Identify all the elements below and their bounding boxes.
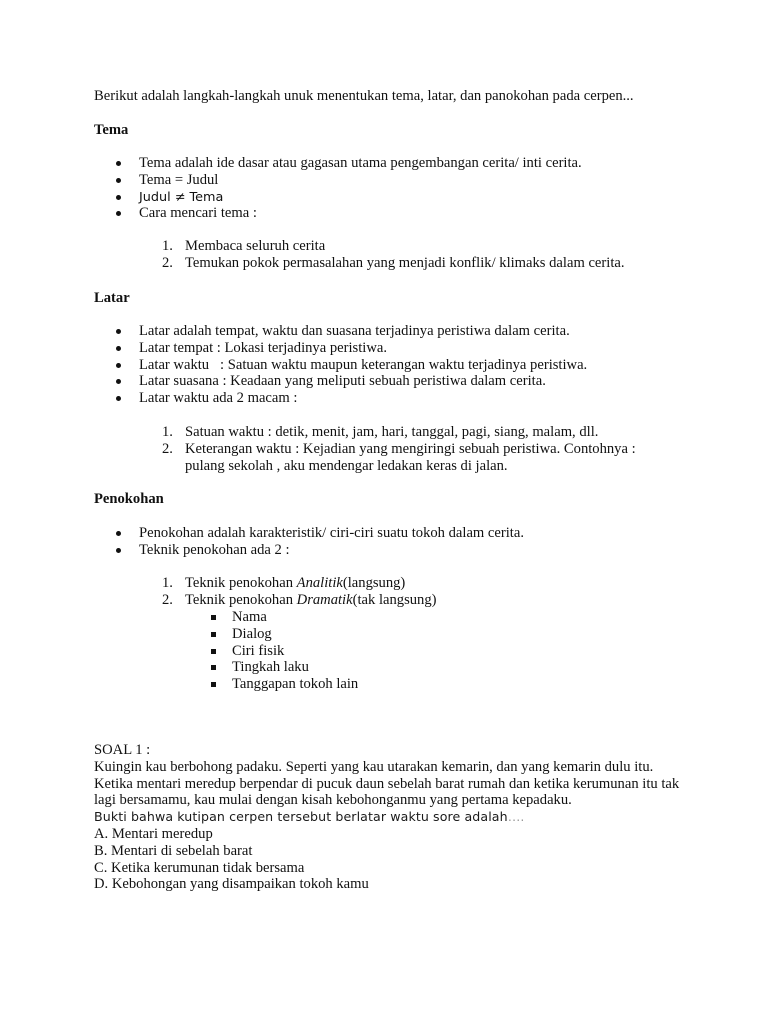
- list-item: [0, 373, 587, 390]
- bullet-text: Latar waktu ada 2 macam :: [139, 390, 298, 407]
- bullet-text: Tema = Judul: [139, 171, 219, 188]
- step-text: Satuan waktu : detik, menit, jam, hari, tanggal, pagi, siang, malam, dll.: [185, 424, 599, 440]
- list-item: [0, 609, 358, 626]
- step-number: 2.: [162, 440, 173, 457]
- bullet-text: Tema adalah ide dasar atau gagasan utama pengembangan cerita/ inti cerita.: [139, 155, 582, 171]
- question-prompt: [94, 809, 690, 826]
- bullet-icon: [116, 211, 121, 216]
- list-item: [0, 357, 587, 374]
- square-bullet-icon: [211, 632, 216, 637]
- list-item: [0, 424, 675, 441]
- question-ellipsis: ….: [507, 809, 525, 825]
- latar-heading: Latar: [94, 290, 130, 306]
- step-number: 2.: [162, 591, 173, 608]
- answer-option: A. Mentari meredup: [94, 825, 213, 842]
- penokohan-heading: Penokohan: [94, 491, 164, 507]
- bullet-icon: [116, 548, 121, 553]
- question-label: SOAL 1 :: [94, 742, 151, 758]
- list-item: [0, 575, 437, 592]
- list-item: [0, 340, 587, 357]
- list-item: [0, 189, 582, 206]
- bullet-icon: [116, 379, 121, 384]
- list-item: [0, 643, 358, 660]
- square-bullet-icon: [211, 615, 216, 620]
- step-number: 2.: [162, 254, 173, 271]
- bullet-icon: [116, 396, 121, 401]
- question-section: [94, 742, 690, 893]
- list-item: [0, 238, 625, 255]
- penokohan-sub-list: [0, 609, 358, 693]
- answer-option: B. Mentari di sebelah barat: [94, 842, 253, 859]
- bullet-text: Latar suasana : Keadaan yang meliputi sebuah peristiwa dalam cerita.: [139, 373, 546, 390]
- list-item: [0, 592, 437, 609]
- bullet-icon: [116, 329, 121, 334]
- list-item: [0, 205, 582, 222]
- step-text-suffix: (tak langsung): [352, 591, 437, 608]
- step-number: 1.: [162, 575, 173, 591]
- sub-item-text: Nama: [232, 609, 267, 625]
- latar-steps-list: [0, 424, 675, 474]
- step-text: Membaca seluruh cerita: [185, 238, 326, 254]
- sub-item-text: Tingkah laku: [232, 659, 309, 676]
- square-bullet-icon: [211, 665, 216, 670]
- list-item: [0, 542, 524, 559]
- list-item: [0, 441, 675, 475]
- bullet-icon: [116, 178, 121, 183]
- answer-option: D. Kebohongan yang disampaikan tokoh kamu: [94, 876, 369, 893]
- penokohan-bullet-list: [0, 525, 524, 559]
- step-text: Teknik penokohan: [185, 575, 297, 591]
- tema-heading: Tema: [94, 122, 129, 138]
- square-bullet-icon: [211, 682, 216, 687]
- step-text-suffix: (langsung): [342, 575, 406, 591]
- bullet-icon: [116, 161, 121, 166]
- bullet-text: Cara mencari tema :: [139, 205, 257, 222]
- bullet-text: Teknik penokohan ada 2 :: [139, 541, 290, 558]
- list-item: [0, 390, 587, 407]
- step-number: 1.: [162, 238, 173, 254]
- penokohan-steps-list: [0, 575, 437, 609]
- bullet-icon: [116, 363, 121, 368]
- step-text: Keterangan waktu : Kejadian yang mengiringi sebuah peristiwa. Contohnya : pulang sekolah , aku mendengar ledakan keras di jalan.: [185, 440, 636, 474]
- list-item: [0, 626, 358, 643]
- bullet-text: Penokohan adalah karakteristik/ ciri-ciri suatu tokoh dalam cerita.: [139, 525, 524, 541]
- bullet-icon: [116, 531, 121, 536]
- step-italic-term: Analitik: [296, 575, 343, 591]
- intro-text: Berikut adalah langkah-langkah unuk menentukan tema, latar, dan panokohan pada cerpen...: [94, 88, 634, 104]
- latar-bullet-list: [0, 323, 587, 407]
- sub-item-text: Tanggapan tokoh lain: [232, 676, 359, 693]
- question-passage: Kuingin kau berbohong padaku. Seperti yang kau utarakan kemarin, dan yang kemarin dulu itu. Ketika mentari meredup berpendar di pucuk daun sebelah barat rumah dan ketika kerumunan itu tak lagi bersamamu, kau mulai dengan kisah kebohonganmu yang pertama kepadaku.: [94, 758, 680, 809]
- bullet-text: Latar adalah tempat, waktu dan suasana terjadinya peristiwa dalam cerita.: [139, 323, 570, 339]
- tema-steps-list: [0, 238, 625, 272]
- sub-item-text: Ciri fisik: [232, 642, 285, 659]
- list-item: [0, 255, 625, 272]
- square-bullet-icon: [211, 649, 216, 654]
- question-prompt-text: Bukti bahwa kutipan cerpen tersebut berlatar waktu sore adalah: [94, 809, 508, 825]
- bullet-icon: [116, 346, 121, 351]
- list-item: [0, 525, 524, 542]
- step-italic-term: Dramatik: [296, 591, 353, 608]
- list-item: [0, 676, 358, 693]
- bullet-text: Judul ≠ Tema: [139, 189, 224, 205]
- list-item: [0, 323, 587, 340]
- bullet-icon: [116, 195, 121, 200]
- bullet-text: Latar tempat : Lokasi terjadinya peristiwa.: [139, 339, 388, 356]
- step-number: 1.: [162, 424, 173, 440]
- list-item: [0, 659, 358, 676]
- sub-item-text: Dialog: [232, 625, 272, 642]
- tema-bullet-list: [0, 155, 582, 222]
- step-text: Teknik penokohan: [185, 591, 297, 608]
- step-text: Temukan pokok permasalahan yang menjadi konflik/ klimaks dalam cerita.: [185, 254, 625, 271]
- bullet-text: Latar waktu : Satuan waktu maupun keterangan waktu terjadinya peristiwa.: [139, 356, 588, 373]
- list-item: [0, 172, 582, 189]
- answer-option: C. Ketika kerumunan tidak bersama: [94, 859, 305, 876]
- list-item: [0, 155, 582, 172]
